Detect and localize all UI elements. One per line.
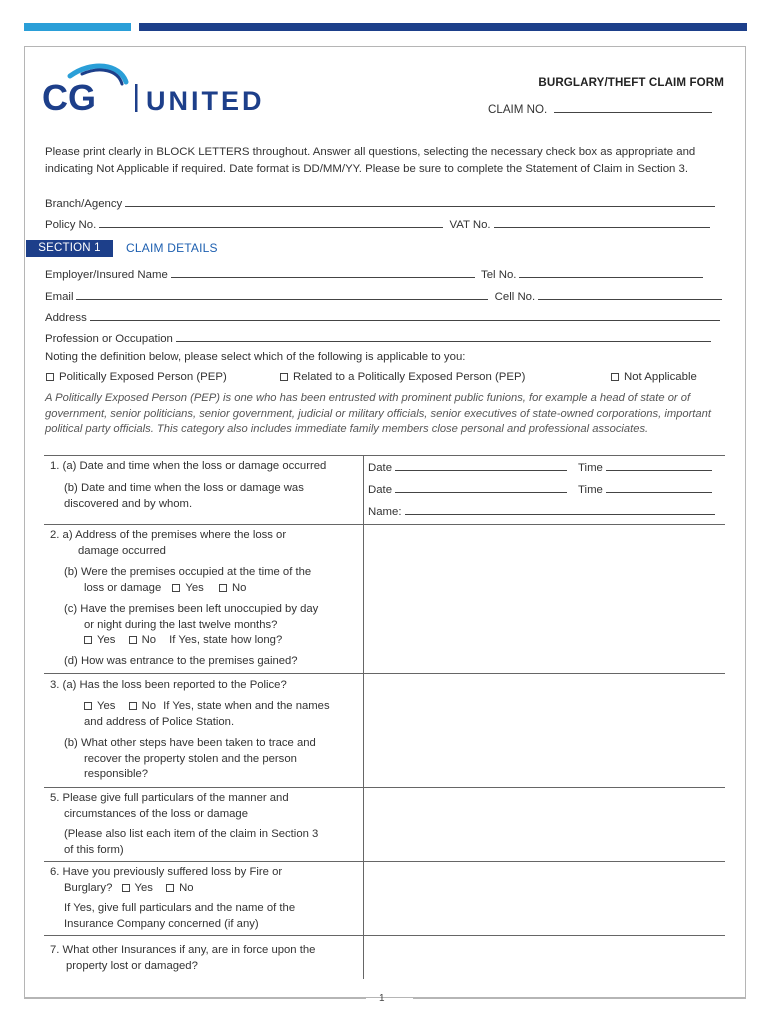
question-5: 5. Please give full particulars of the manner and circumstances of the loss or damage — [50, 792, 289, 820]
cg-united-logo — [42, 62, 302, 122]
q1b-time-field[interactable]: Time — [578, 481, 712, 496]
instructions-text: Please print clearly in BLOCK LETTERS throughout. Answer all questions, selecting the necessary check box as appropriate and indicating Not Applicable if required. Date format is DD/MM/YY. Please be sure to complete the Statement of Claim in Section 3. — [45, 146, 696, 175]
form-title: BURGLARY/THEFT CLAIM FORM — [538, 76, 724, 89]
q2b-yes-option[interactable]: Yes — [172, 582, 203, 594]
profession-field[interactable] — [45, 330, 711, 345]
employer-tel-row[interactable] — [45, 266, 703, 281]
section-1-title: CLAIM DETAILS — [126, 241, 218, 255]
question-6-note: If Yes, give full particulars and the name of the Insurance Company concerned (if any) — [64, 902, 296, 930]
q3a-no-option[interactable]: No — [129, 700, 156, 712]
pep-prompt: Noting the definition below, please select which of the following is applicable to you: — [45, 351, 466, 363]
logo-united-text: UNITED — [146, 86, 265, 116]
pep-option-related[interactable]: Related to a Politically Exposed Person (PEP) — [280, 371, 525, 383]
question-2d: (d) How was entrance to the premises gained? — [64, 655, 298, 667]
checkbox[interactable] — [46, 373, 54, 381]
checkbox[interactable] — [84, 636, 92, 644]
email-label: Email — [45, 291, 74, 303]
policy-vat-row[interactable] — [45, 216, 710, 231]
checkbox[interactable] — [611, 373, 619, 381]
question-2a: 2. a) Address of the premises where the loss or damage occurred — [50, 529, 287, 557]
question-1a: 1. (a) Date and time when the loss or damage occurred — [50, 460, 327, 472]
q3a-yes-option[interactable]: Yes — [84, 700, 115, 712]
row-rule — [44, 524, 725, 525]
branch-agency-field[interactable] — [45, 195, 715, 210]
q2b-no-option[interactable]: No — [219, 582, 246, 594]
question-1b: (b) Date and time when the loss or damage was discovered and by whom. — [64, 482, 304, 510]
top-header-bar — [139, 23, 747, 31]
vat-no-label: VAT No. — [449, 219, 491, 231]
pep-option-pep[interactable]: Politically Exposed Person (PEP) — [46, 371, 227, 383]
q1a-time-field[interactable]: Time — [578, 459, 712, 474]
profession-label: Profession or Occupation — [45, 333, 173, 345]
table-top-rule — [44, 455, 725, 456]
checkbox[interactable] — [122, 884, 130, 892]
q1a-date-field[interactable]: Date — [368, 459, 567, 474]
checkbox[interactable] — [129, 636, 137, 644]
top-accent-bar — [24, 23, 131, 31]
tel-no-label: Tel No. — [481, 269, 517, 281]
page-number: 1 — [379, 993, 385, 1004]
table-divider — [363, 455, 364, 979]
section-1-badge: SECTION 1 — [26, 240, 113, 257]
pep-definition: A Politically Exposed Person (PEP) is one who has been entrusted with prominent public funions, for example a head of state or of government, senior politicians, senior government, judicial or military officials, senior executives of state-owned corporations, important political party officials. This category also includes immediate family members close personal and professional associates. — [45, 392, 711, 436]
logo-cg-text: CG — [42, 77, 96, 118]
question-2c: (c) Have the premises been left unoccupied by day or night during the last twelve months? Yes No If Yes, state how long? — [64, 603, 319, 647]
question-6: 6. Have you previously suffered loss by Fire or Burglary? Yes No — [50, 866, 283, 894]
branch-agency-label: Branch/Agency — [45, 198, 123, 210]
employer-label: Employer/Insured Name — [45, 269, 168, 281]
checkbox[interactable] — [129, 702, 137, 710]
claim-no-label: CLAIM NO. — [488, 103, 548, 116]
checkbox[interactable] — [219, 584, 227, 592]
checkbox[interactable] — [84, 702, 92, 710]
question-2b: (b) Were the premises occupied at the time of the loss or damage Yes No — [64, 566, 312, 594]
address-field[interactable] — [45, 309, 720, 324]
row-rule — [44, 673, 725, 674]
address-label: Address — [45, 312, 87, 324]
footer-rule — [413, 998, 746, 999]
checkbox[interactable] — [166, 884, 174, 892]
row-rule — [44, 787, 725, 788]
q6-yes-option[interactable]: Yes — [122, 882, 153, 894]
question-3b: (b) What other steps have been taken to trace and recover the property stolen and the person responsible? — [64, 737, 316, 781]
checkbox[interactable] — [172, 584, 180, 592]
q1b-date-field[interactable]: Date — [368, 481, 567, 496]
q1b-name-field[interactable]: Name: — [368, 503, 715, 518]
q2c-yes-option[interactable]: Yes — [84, 634, 115, 646]
question-3a: 3. (a) Has the loss been reported to the Police? — [50, 679, 287, 691]
question-5-note: (Please also list each item of the claim in Section 3 of this form) — [64, 828, 319, 856]
cell-no-label: Cell No. — [494, 291, 536, 303]
q6-no-option[interactable]: No — [166, 882, 193, 894]
row-rule — [44, 935, 725, 936]
row-rule — [44, 861, 725, 862]
policy-no-label: Policy No. — [45, 219, 97, 231]
pep-option-not-applicable[interactable]: Not Applicable — [611, 371, 697, 383]
question-3a-options: Yes No If Yes, state when and the names and address of Police Station. — [84, 700, 330, 728]
checkbox[interactable] — [280, 373, 288, 381]
email-cell-row[interactable] — [45, 288, 722, 303]
footer-rule — [24, 998, 366, 999]
claim-no-line[interactable] — [554, 101, 712, 113]
question-7: 7. What other Insurances if any, are in force upon the property lost or damaged? — [50, 944, 316, 972]
claim-no-field[interactable] — [488, 101, 712, 116]
q2c-no-option[interactable]: No — [129, 634, 156, 646]
